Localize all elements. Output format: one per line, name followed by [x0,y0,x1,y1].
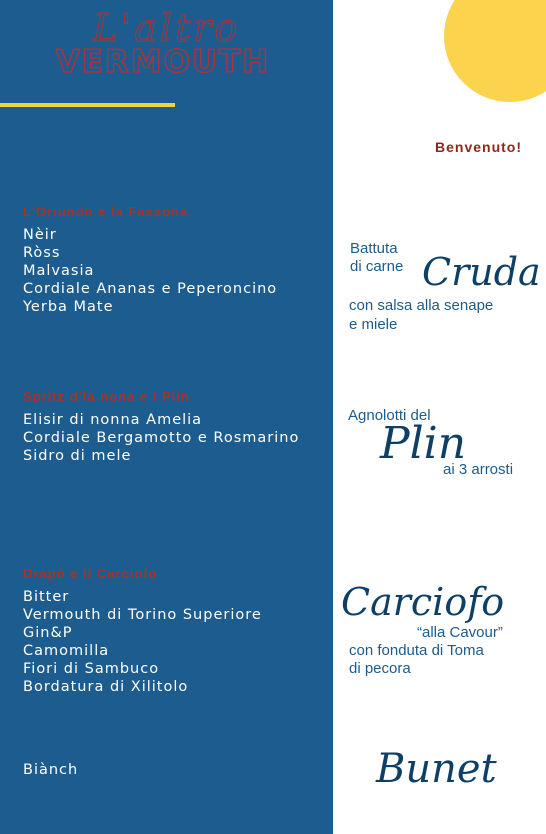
dish-cruda-desc2: e miele [349,316,398,333]
closing-item: Biànch [23,762,79,778]
menu-section-drapo [23,564,323,696]
drink-item: Ròss [23,245,61,261]
logo-title: VERMOUTH [55,44,271,80]
menu-section-spritz [23,387,323,465]
drink-item: Sidro di mele [23,448,132,464]
dish-carciofo-desc1: con fonduta di Toma [349,642,484,659]
drink-item: Bitter [23,589,70,605]
dish-carciofo-desc2: di pecora [349,660,411,677]
drink-item: Yerba Mate [23,299,114,315]
drink-item: Gin&P [23,625,73,641]
dish-plin-script: Plin [380,418,467,469]
dish-carciofo-sub: “alla Cavour” [417,624,503,641]
drink-item: Nèir [23,227,57,243]
dish-cruda-script: Cruda [422,250,541,294]
drink-item: Malvasia [23,263,95,279]
section-title: Spritz d'la nona e i Plin [23,389,190,404]
drink-item: Fiori di Sambuco [23,661,160,677]
section-title: L'Oriundo e la Fassona [23,204,189,219]
dish-plin-line1: Agnolotti del [348,407,431,424]
welcome-text: Benvenuto! [435,139,522,155]
drink-item: Cordiale Ananas e Peperoncino [23,281,278,297]
dish-plin-sub: ai 3 arrosti [443,461,514,478]
dish-cruda-line1: Battuta [350,240,398,257]
dish-cruda-desc1: con salsa alla senape [349,297,494,314]
drink-item: Camomilla [23,643,110,659]
drink-item: Vermouth di Torino Superiore [23,607,262,623]
dish-bunet-script: Bunet [376,746,497,792]
logo-script-text: L'altro [92,6,241,50]
drink-item: Cordiale Bergamotto e Rosmarino [23,430,300,446]
drink-item: Elisir di nonna Amelia [23,412,203,428]
yellow-divider [0,103,175,107]
section-title: Drapò e il Carciofo [23,566,158,581]
drink-item: Bordatura di Xilitolo [23,679,189,695]
dish-carciofo-script: Carciofo [341,580,505,624]
menu-section-oriundo [23,202,323,316]
dish-cruda-line2: di carne [350,258,404,275]
